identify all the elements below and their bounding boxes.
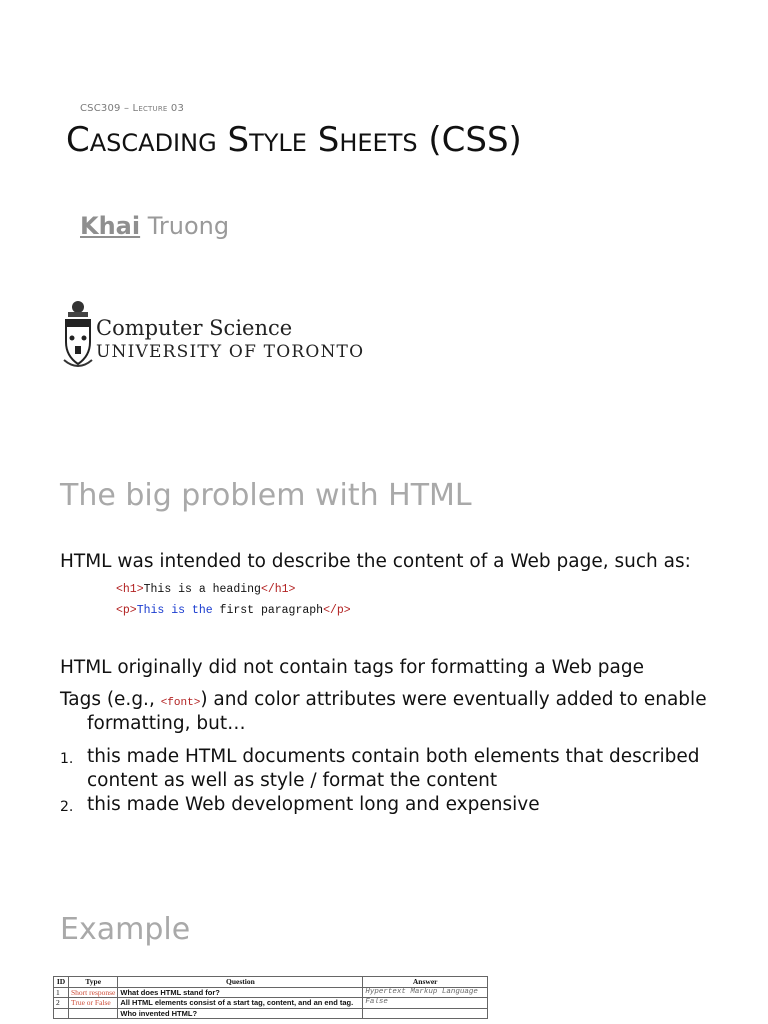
cell-type: True or False	[69, 998, 118, 1009]
list-item-line: this made HTML documents contain both elements that described	[87, 746, 700, 767]
cell-type: Short response	[69, 987, 118, 998]
code-line-paragraph	[116, 604, 351, 617]
section-heading-problem: The big problem with HTML	[60, 478, 472, 513]
list-item-line: this made Web development long and expensive	[87, 794, 540, 815]
paragraph-font-tags	[60, 689, 707, 710]
list-number: 2.	[60, 799, 74, 815]
list-number: 1.	[60, 751, 74, 767]
university-crest-icon	[60, 298, 96, 372]
inline-code-font-tag: <font>	[160, 697, 201, 709]
author-name	[80, 212, 229, 240]
table-header-cell: Question	[118, 977, 363, 988]
table-row	[54, 987, 488, 998]
logo-line-university: UNIVERSITY OF TORONTO	[96, 342, 365, 362]
table-row	[54, 998, 488, 1009]
table-header-cell: Answer	[363, 977, 488, 988]
cell-answer	[363, 1008, 488, 1019]
paragraph-font-tags-continued: formatting, but…	[87, 713, 246, 734]
intro-paragraph: HTML was intended to describe the content of a Web page, such as:	[60, 551, 691, 572]
example-table-wrapper	[53, 976, 489, 1024]
cell-question: All HTML elements consist of a start tag, content, and an end tag.	[118, 998, 363, 1009]
list-item-line: content as well as style / format the content	[87, 770, 498, 791]
paragraph-no-format-tags: HTML originally did not contain tags for formatting a Web page	[60, 657, 644, 678]
cell-answer: Hypertext Markup Language	[363, 987, 488, 998]
table-header-row	[54, 977, 488, 988]
table-header-cell: ID	[54, 977, 69, 988]
code-text: This is a heading	[143, 583, 261, 596]
cell-answer: False	[363, 998, 488, 1009]
table-header-cell: Type	[69, 977, 118, 988]
logo-line-computer-science: Computer Science	[96, 316, 293, 340]
code-close-tag: </p>	[323, 604, 351, 617]
cell-id	[54, 1008, 69, 1019]
code-text: first paragraph	[212, 604, 324, 617]
cell-id: 2	[54, 998, 69, 1009]
slide-title: Cascading Style Sheets (CSS)	[66, 120, 522, 160]
example-table	[53, 976, 488, 1019]
cell-type	[69, 1008, 118, 1019]
course-label: CSC309 – Lecture 03	[80, 103, 185, 114]
cell-id: 1	[54, 987, 69, 998]
code-keyword-text: This is the	[136, 604, 213, 617]
author-first-name: Khai	[80, 212, 141, 240]
cell-question: Who invented HTML?	[118, 1008, 363, 1019]
para-text-after: ) and color attributes were eventually added to enable	[200, 689, 707, 710]
code-close-tag: </h1>	[260, 583, 296, 596]
code-open-tag: <p>	[116, 604, 137, 617]
code-line-heading	[116, 583, 295, 596]
author-last-name: Truong	[147, 212, 230, 240]
code-open-tag: <h1>	[116, 583, 144, 596]
cell-question: What does HTML stand for?	[118, 987, 363, 998]
para-text-before: Tags (e.g.,	[60, 689, 161, 710]
section-heading-example: Example	[60, 912, 191, 947]
table-row	[54, 1008, 488, 1019]
